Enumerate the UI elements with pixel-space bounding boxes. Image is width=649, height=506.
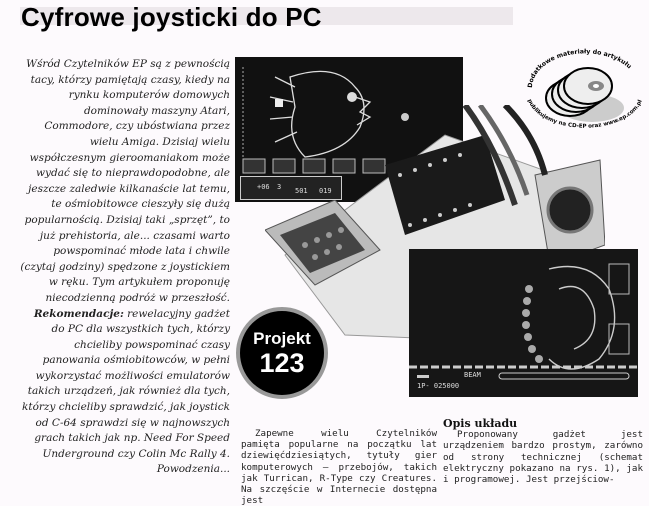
body-column-2 <box>443 417 643 486</box>
column2-paragraph: Proponowany gadżet jest urządzeniem bardzo prostym, zarówno od strony technicznej (schemat elektryczny pokazano na rys. 1), jak i programowej. Jest przejściow- <box>443 429 643 486</box>
section-heading: Opis układu <box>443 417 518 430</box>
cd-promo-bottom-text: publikujemy na CD-EP oraz www.ep.com.pl <box>526 98 644 130</box>
score-label: 1P- 025000 <box>417 382 460 390</box>
body-column-1 <box>241 428 437 506</box>
badge-label: Projekt <box>253 329 311 348</box>
recommendation-label: Rekomendacje: <box>33 307 124 320</box>
lead-paragraph <box>18 57 230 478</box>
article-title: Cyfrowe joysticki do PC <box>21 2 322 32</box>
hud-counter-1: 501 <box>295 187 308 195</box>
game-screenshot-rtype <box>409 249 638 397</box>
cd-promo-graphic <box>520 48 645 133</box>
column1-paragraph: Zapewne wielu Czytelników pamięta popularne na początku lat dziewięćdziesiątych, tytuły gier komputerowych – przebojów, takich jak Turrican, R-Type czy Creatures. Na szczęście w Internecie dostępna jest <box>241 428 437 506</box>
cd-promo-top-text: Dodatkowe materiały do artykułu <box>526 48 633 89</box>
hud-lives: +06 <box>257 183 270 191</box>
lead-text: Wśród Czytelników EP są z pewnością tacy, którzy pamiętają czasy, kiedy na rynku komputerów domowych dominowały maszyny Atari, Commodore, czy ubóstwiana przez wielu Amiga. Dzisiaj wielu współczesnym gieroomaniakom może wydać się to nieprawdopodobne, ale jeszcze zaledwie kilkanaście lat temu, te ośmiobitowce cieszyły się dużą popularnością. Dzisiaj taki „sprzęt”, to już prehistoria, ale... czasami warto powspominać młode lata i chwile (czytaj godziny) spędzone z joystickiem w ręku. Tym artykułem proponuję niecodzienną podróż w przeszłość. <box>20 58 230 304</box>
hud-level: 3 <box>277 183 282 191</box>
badge-number: 123 <box>259 348 305 378</box>
recommendation-text: rewelacyjny gadżet do PC dla wszystkich tych, którzy chcieliby powspominać czasy panowania ośmiobitowców, w pełni wykorzystać możliwości emulatorów takich urządzeń, jak również dla tych, którzy chcieliby sprawdzić, jak joystick od C-64 sprawdzi się w najnowszych grach takich jak np. Need For Speed Underground czy Colin Mc Rally 4. Powodzenia... <box>21 307 230 476</box>
beam-label: BEAM <box>464 371 481 379</box>
hud-counter-2: 019 <box>319 187 332 195</box>
projekt-badge <box>236 307 328 399</box>
game-hud <box>240 176 342 200</box>
